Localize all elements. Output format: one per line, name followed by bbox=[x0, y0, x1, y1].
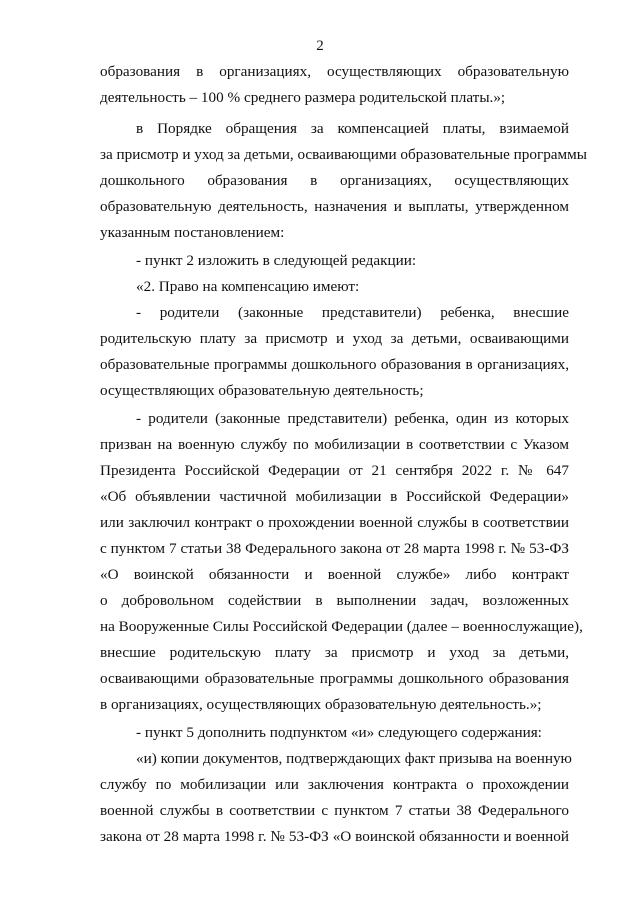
text-line: образовательные программы дошкольного образования в организациях, bbox=[100, 356, 569, 373]
text-line: за присмотр и уход за детьми, осваивающими образовательные программы bbox=[100, 146, 587, 163]
text-line: или заключил контракт о прохождении военной службы в соответствии bbox=[100, 514, 569, 531]
text-line: - пункт 5 дополнить подпунктом «и» следующего содержания: bbox=[136, 724, 542, 741]
text-line: деятельность – 100 % среднего размера родительской платы.»; bbox=[100, 89, 506, 106]
text-line: образовательную деятельность, назначения и выплаты, утвержденном bbox=[100, 198, 569, 215]
text-line: Президента Российской Федерации от 21 сентября 2022 г. № 647 bbox=[100, 462, 569, 479]
text-line: дошкольного образования в организациях, осуществляющих bbox=[100, 172, 569, 189]
text-line: с пунктом 7 статьи 38 Федерального закона от 28 марта 1998 г. № 53-ФЗ bbox=[100, 540, 569, 557]
text-line: «и) копии документов, подтверждающих факт призыва на военную bbox=[136, 750, 572, 767]
text-line: внесшие родительскую плату за присмотр и уход за детьми, bbox=[100, 644, 569, 661]
text-line: военной службы в соответствии с пунктом 7 статьи 38 Федерального bbox=[100, 802, 569, 819]
text-line: родительскую плату за присмотр и уход за детьми, осваивающими bbox=[100, 330, 569, 347]
text-line: службу по мобилизации или заключения контракта о прохождении bbox=[100, 776, 569, 793]
text-line: осуществляющих образовательную деятельность; bbox=[100, 382, 424, 399]
text-line: - родители (законные представители) ребенка, один из которых bbox=[136, 410, 569, 427]
text-line: закона от 28 марта 1998 г. № 53-ФЗ «О воинской обязанности и военной bbox=[100, 828, 569, 845]
text-line: «2. Право на компенсацию имеют: bbox=[136, 278, 360, 295]
text-line: - пункт 2 изложить в следующей редакции: bbox=[136, 252, 417, 269]
text-line: о добровольном содействии в выполнении задач, возложенных bbox=[100, 592, 569, 609]
text-line: «О воинской обязанности и военной службе» либо контракт bbox=[100, 566, 569, 583]
text-line: в организациях, осуществляющих образовательную деятельность.»; bbox=[100, 696, 542, 713]
text-line: указанным постановлением: bbox=[100, 224, 285, 241]
text-line: в Порядке обращения за компенсацией платы, взимаемой bbox=[136, 120, 569, 137]
text-line: призван на военную службу по мобилизации в соответствии с Указом bbox=[100, 436, 569, 453]
text-line: - родители (законные представители) ребенка, внесшие bbox=[136, 304, 569, 321]
page-number: 2 bbox=[316, 38, 324, 54]
text-line: образования в организациях, осуществляющих образовательную bbox=[100, 63, 569, 80]
text-line: на Вооруженные Силы Российской Федерации (далее – военнослужащие), bbox=[100, 618, 583, 635]
text-line: «Об объявлении частичной мобилизации в Российской Федерации» bbox=[100, 488, 569, 505]
text-line: осваивающими образовательные программы дошкольного образования bbox=[100, 670, 569, 687]
